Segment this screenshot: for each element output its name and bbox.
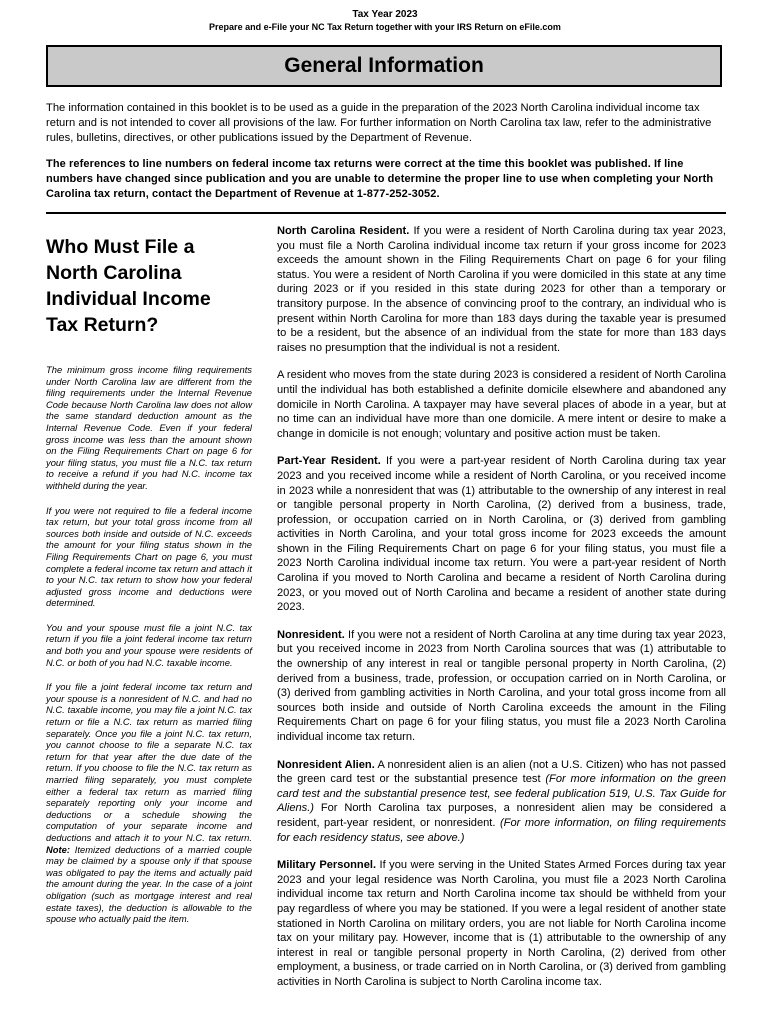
paragraph-text: If you were not a resident of North Carolina at any time during tax year 2023, but you received income in 2023 from North Carolina sources that was (1) attributable to the ownership of any interest in real or tangible personal property in North Carolina, (2) derived from a business, trade, profession, or occupation carried on in North Carolina, or (3) derived from gambling activities in North Carolina, and your total gross income from all sources both inside and outside of North Carolina exceeds the amount in the Filing Requirements Chart on page 6 for your filing status, you must file a 2023 North Carolina individual income tax return.	[277, 628, 726, 743]
federal-return-paragraph: If you were not required to file a federal income tax return, but your total gross income from all sources both inside and outside of N.C. exceeds the amount for your filing status shown in the Filing Requirements Chart on page 6, you must complete a federal income tax return and attach it to your N.C. tax return to show how your federal adjusted gross income and deductions were determined.	[46, 504, 252, 609]
heading-line: North Carolina	[46, 262, 182, 284]
joint-return-paragraph: You and your spouse must file a joint N.C. tax return if you file a joint federal income tax return and both you and your spouse were residents of N.C. or both of you had N.C. taxable income.	[46, 621, 252, 668]
part-year-label: Part-Year Resident.	[277, 455, 381, 468]
gross-income-requirements-paragraph: The minimum gross income filing requirements under North Carolina law are different from the filing requirements under the Internal Revenue Code because North Carolina law does not allow the same standard deduction amount as the Internal Revenue Code. Even if your federal gross income was less than the amount shown on the Filing Requirements Chart on page 6 for your filing status, you must file a N.C. tax return to receive a refund if you had N.C. income tax withheld during the year.	[46, 364, 252, 491]
resident-paragraph	[277, 224, 726, 355]
nonresident-spouse-paragraph	[46, 681, 252, 924]
section-title-banner	[46, 45, 722, 87]
nonresident-paragraph	[277, 628, 726, 745]
heading-line: Tax Return?	[46, 314, 159, 336]
efile-promo-line: Prepare and e-File your NC Tax Return together with your IRS Return on eFile.com	[209, 22, 561, 32]
who-must-file-heading	[46, 234, 252, 338]
note-label: Note:	[46, 843, 70, 855]
military-personnel-paragraph	[277, 858, 726, 989]
nonresident-alien-paragraph	[277, 758, 726, 846]
references-note: The references to line numbers on federal income tax returns were correct at the time this booklet was published. If line numbers have changed since publication and you are unable to determine the proper line to use when completing your North Carolina tax return, contact the Department of Revenue at 1-877-252-3052.	[46, 158, 714, 201]
horizontal-divider	[46, 212, 726, 214]
left-column	[46, 234, 252, 938]
part-year-resident-paragraph	[277, 454, 726, 615]
nonresident-alien-label: Nonresident Alien.	[277, 758, 375, 771]
paragraph-text: If you were a part-year resident of North Carolina during tax year 2023 and you received income while a resident of North Carolina, or you received income in 2023 while a nonresident that was (1) attributable to the ownership of any interest in real or tangible personal property in North Carolina, (2) derived from a business, trade, profession, or occupation carried on in North Carolina, or (3) derived from gambling activities in North Carolina, and your total gross income for 2023 exceeds the amount shown in the Filing Requirements Chart on page 6 for your filing status, you must file a 2023 North Carolina individual income tax return. You were a part-year resident of North Carolina if you moved to North Carolina and became a resident of North Carolina during 2023, or you moved out of North Carolina and became a resident of another state during 2023.	[277, 455, 727, 614]
heading-line: Who Must File a	[46, 236, 195, 258]
paragraph-text: Itemized deductions of a married couple may be claimed by a spouse only if that spouse was obligated to pay the items and actually paid the amount during the year. In the case of a joint obligation (such as mortgage interest and real estate taxes), the deduction is allowable to the spouse who actually paid the item.	[46, 843, 252, 925]
green-card-note: (For more information on the green card test and the substantial presence test, see federal publication 519, U.S. Tax Guide for Aliens.)	[277, 773, 726, 815]
paragraph-text: A nonresident alien is an alien (not a U.S. Citizen) who has not passed the green card test or the substantial presence test	[277, 758, 726, 786]
right-column	[277, 224, 726, 1003]
heading-line: Individual Income	[46, 288, 211, 310]
military-label: Military Personnel.	[277, 859, 377, 872]
paragraph-text: If you were serving in the United States Armed Forces during tax year 2023 and your legal residence was North Carolina, you must file a 2023 North Carolina individual income tax return and North Carolina income tax should be withheld from your pay regardless of where you may be stationed. If you were a legal resident of another state stationed in North Carolina on military orders, you are not liable for North Carolina income tax on your military pay. However, income that is (1) attributable to the ownership of any interest in real or tangible personal property in North Carolina, (2) derived from other employment, a business, or trade carried on in North Carolina, or (3) derived from gambling activities in North Carolina is subject to North Carolina income tax.	[277, 859, 726, 988]
resident-label: North Carolina Resident.	[277, 225, 410, 237]
paragraph-text: If you file a joint federal income tax return and your spouse is a nonresident of N.C. and had no N.C. taxable income, you may file a joint N.C. tax return or file a N.C. tax return as married filing separately. Once you file a joint N.C. tax return, you cannot choose to file a separate N.C. tax return for that year after the due date of the return. If you choose to file the N.C. tax return as married filing separately, you must complete either a federal tax return as married filing separately reporting only your income and deductions or a schedule showing the computation of your separate income and deductions and attach it to your N.C. tax return.	[46, 681, 252, 843]
tax-year-label: Tax Year 2023	[352, 9, 418, 20]
section-title: General Information	[284, 54, 484, 77]
moves-paragraph: A resident who moves from the state during 2023 is considered a resident of North Carolina until the individual has both established a definite domicile elsewhere and abandoned any domicile in North Carolina. A taxpayer may have several places of abode in a year, but at no time can an individual have more than one domicile. A mere intent or desire to make a change in domicile is not enough; voluntary and positive action must be taken.	[277, 369, 726, 440]
paragraph-text: If you were a resident of North Carolina during tax year 2023, you must file a North Carolina individual income tax return if your gross income for 2023 exceeds the amount shown in the Filing Requirements Chart on page 6 for your filing status. You were a resident of North Carolina if you were domiciled in this state at any time during 2023 or if you resided in this state during 2023 for other than a temporary or transitory purpose. In the absence of convincing proof to the contrary, an individual who is present within North Carolina for more than 183 days during the taxable year is presumed to be a resident, but the absence of an individual from the state for more than 183 days raises no presumption that the individual is not a resident.	[277, 225, 726, 354]
filing-requirements-note: (For more information, on filing requirements for each residency status, see above.)	[277, 816, 726, 844]
paragraph-text: For North Carolina tax purposes, a nonresident alien may be considered a resident, part-year resident, or nonresident.	[277, 802, 726, 829]
page-header	[0, 8, 770, 34]
intro-paragraph: The information contained in this booklet is to be used as a guide in the preparation of the 2023 North Carolina individual income tax return and is not intended to cover all provisions of the law. For further information on North Carolina tax law, refer to the administrative rules, bulletins, directives, or other publications issued by the Department of Revenue.	[46, 102, 712, 145]
nonresident-label: Nonresident.	[277, 628, 345, 641]
